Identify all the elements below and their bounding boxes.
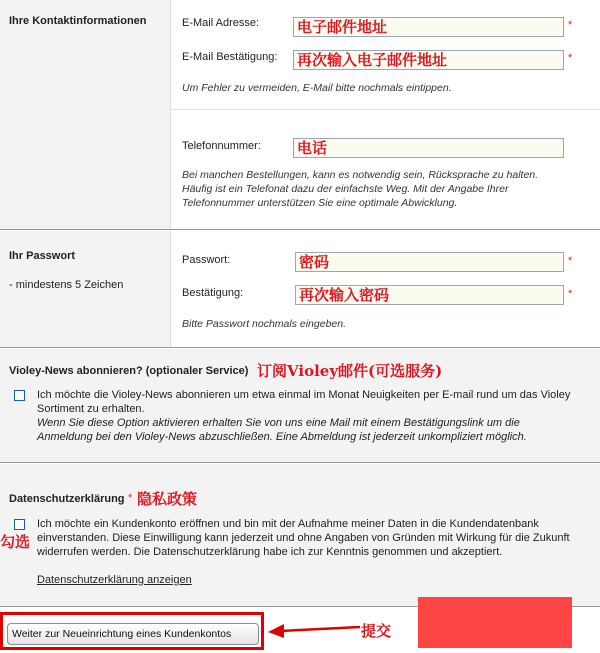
privacy-text-line-2: einverstanden. Diese Einwilligung kann jederzeit und ohne Angaben von Gründen mit Wirkung für die Zukunft [37, 532, 570, 544]
password-confirm-label: Bestätigung: [182, 287, 244, 299]
arrow-left-icon [266, 622, 362, 640]
phone-hint-line-3: Telefonnummer unterstützen Sie eine optimale Abwicklung. [182, 197, 458, 209]
password-section-title: Ihr Passwort [9, 250, 76, 262]
contact-section-title: Ihre Kontaktinformationen [9, 15, 147, 27]
phone-hint-line-2: Häufig ist ein Telefonat dazu der einfachste Weg. Mit der Angabe Ihrer [182, 183, 509, 195]
newsletter-hint-line-2: Anmeldung bei den Violey-News abzuschließen. Eine Abmeldung ist jederzeit unkompliziert möglich. [37, 431, 527, 443]
email-confirm-input[interactable]: 再次输入电子邮件地址 [293, 50, 564, 70]
newsletter-text-line-2: Sortiment zu erhalten. [37, 403, 145, 415]
submit-button[interactable]: Weiter zur Neueinrichtung eines Kundenkontos [7, 623, 259, 645]
privacy-text-line-1: Ich möchte ein Kundenkonto eröffnen und bin mit der Aufnahme meiner Daten in die Kundendatenbank [37, 518, 539, 530]
contact-inner-divider [170, 109, 600, 110]
phone-hint-line-1: Bei manchen Bestellungen, kann es notwendig sein, Rücksprache zu halten. [182, 169, 539, 181]
email-hint: Um Fehler zu vermeiden, E-Mail bitte nochmals eintippen. [182, 82, 452, 94]
section-divider-1 [0, 229, 600, 230]
password-confirm-input[interactable]: 再次输入密码 [295, 285, 564, 305]
phone-input[interactable]: 电话 [293, 138, 564, 158]
password-input[interactable]: 密码 [295, 252, 564, 272]
privacy-text-line-3: widerrufen werden. Die Datenschutzerklärung habe ich zur Kenntnis genommen und akzeptiert. [37, 546, 503, 558]
privacy-checkbox[interactable] [14, 519, 25, 530]
newsletter-title: Violey-News abonnieren? (optionaler Service) [9, 365, 249, 377]
phone-label: Telefonnummer: [182, 140, 261, 152]
section-divider-3 [0, 462, 600, 463]
privacy-link[interactable]: Datenschutzerklärung anzeigen [37, 574, 192, 586]
password-confirm-required-marker: * [568, 288, 573, 300]
contact-divider [170, 0, 171, 229]
privacy-title: Datenschutzerklärung [9, 493, 125, 505]
email-confirm-label: E-Mail Bestätigung: [182, 51, 278, 63]
red-redaction-block [418, 597, 572, 648]
newsletter-text-line-1: Ich möchte die Violey-News abonnieren um etwa einmal im Monat Neuigkeiten per E-mail rund um das Violey [37, 389, 571, 401]
check-annotation: 勾选 [0, 533, 31, 551]
section-divider-2 [0, 347, 600, 348]
privacy-annotation: 隐私政策 [137, 490, 198, 508]
password-hint: Bitte Passwort nochmals eingeben. [182, 318, 347, 330]
newsletter-checkbox[interactable] [14, 390, 25, 401]
password-min-note: - mindestens 5 Zeichen [9, 279, 124, 291]
password-label: Passwort: [182, 254, 231, 266]
email-required-marker: * [568, 19, 573, 31]
email-input[interactable]: 电子邮件地址 [293, 17, 564, 37]
password-required-marker: * [568, 255, 573, 267]
newsletter-hint-line-1: Wenn Sie diese Option aktivieren erhalten Sie von uns eine Mail mit einem Bestätigungslink um die [37, 417, 520, 429]
password-divider [170, 231, 171, 347]
submit-annotation: 提交 [361, 622, 392, 640]
newsletter-annotation: 订阅Violey邮件(可选服务) [257, 362, 443, 380]
privacy-required-marker: * [128, 492, 133, 504]
email-label: E-Mail Adresse: [182, 17, 260, 29]
email-confirm-required-marker: * [568, 52, 573, 64]
contact-sidebar-bg [0, 0, 170, 229]
